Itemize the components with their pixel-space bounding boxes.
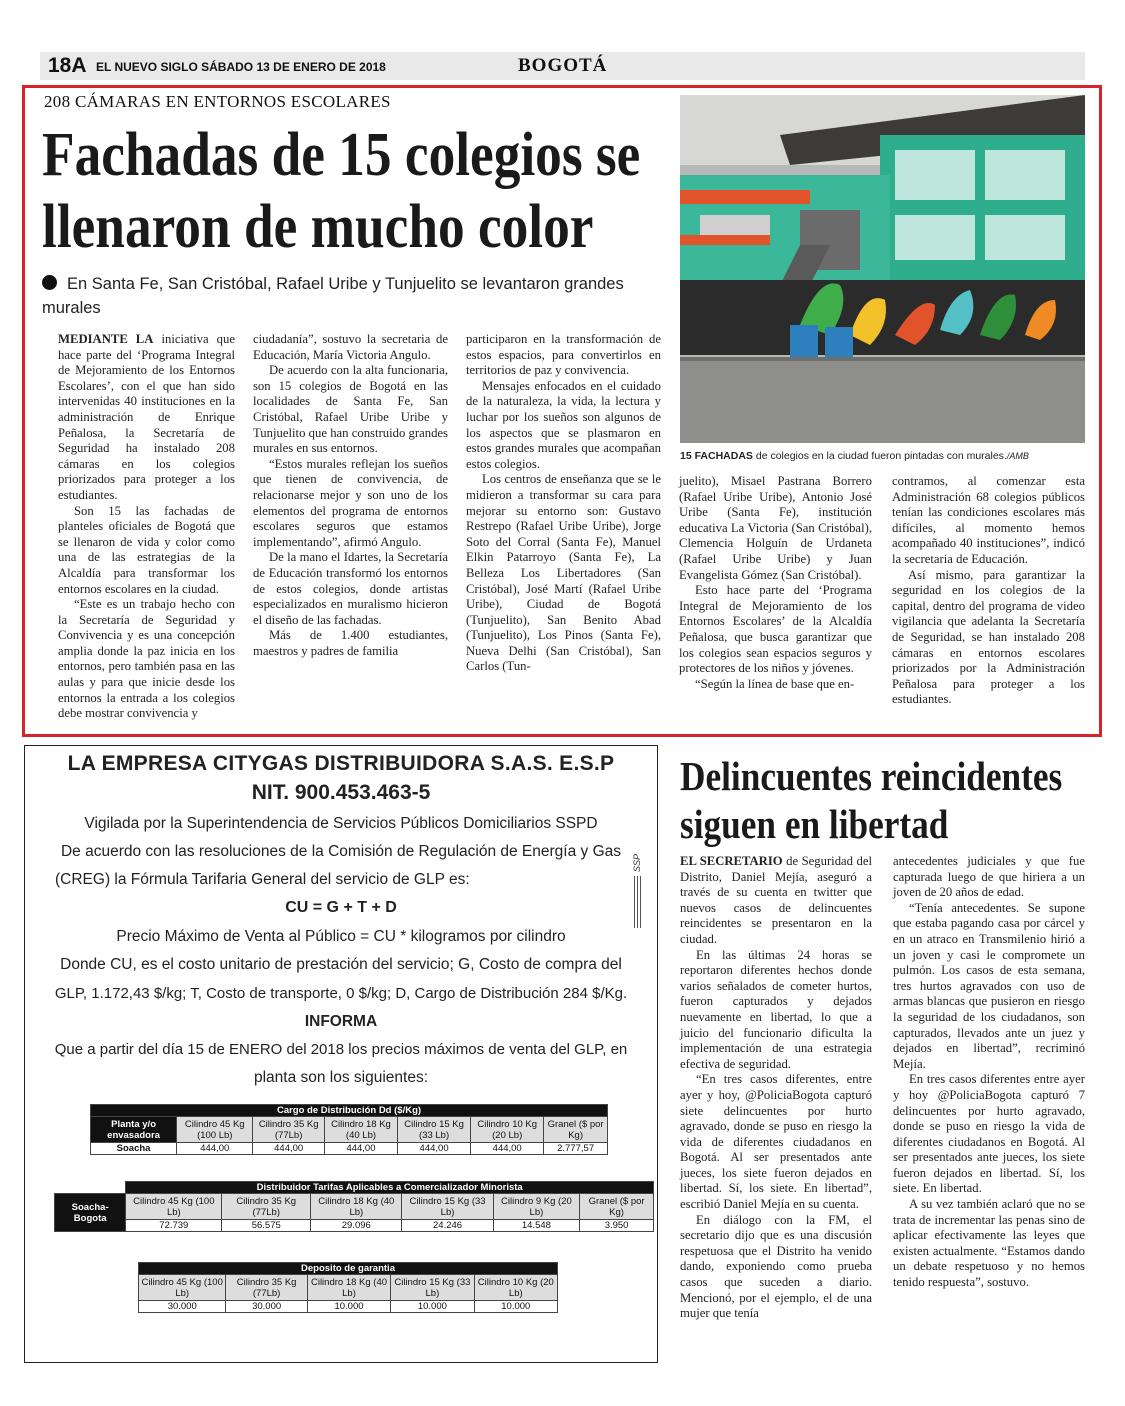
notice-title: LA EMPRESA CITYGAS DISTRIBUIDORA S.A.S. E.S.P: [67, 752, 615, 775]
article-paragraph: En tres casos diferentes entre ayer y hoy @PoliciaBogota capturó 7 delincuentes por hurto agravado, donde se puso en riesgo la vida de diferentes ciudadanos en Bogotá. Al ser presentados ante jueces, los siete fueron dejados en libertad. Sí, los siete. En libertad.: [893, 1072, 1085, 1196]
table-header-cell: Cilindro 18 Kg (40 Lb): [307, 1275, 390, 1301]
table-cell: 14.548: [493, 1220, 580, 1232]
table-cell: 72.739: [126, 1220, 222, 1232]
deposit-table: [138, 1262, 558, 1313]
table-cell: 444,00: [471, 1143, 544, 1155]
article-paragraph: De acuerdo con la alta funcionaria, son 15 colegios de Bogotá en las localidades de Santa Fe, San Cristóbal, Rafael Uribe Uribe y Tunjuelito que han construido grandes murales en sus entornos.: [253, 363, 448, 456]
table-row: [139, 1301, 558, 1313]
table-cell: 444,00: [324, 1143, 397, 1155]
school-mural-photo: [680, 95, 1085, 443]
notice-line: Precio Máximo de Venta al Público = CU * kilogramos por cilindro: [116, 928, 566, 945]
table-cell: 30.000: [226, 1301, 307, 1313]
table-title: Deposito de garantia: [139, 1263, 558, 1275]
second-article-column-2: [893, 854, 1085, 1291]
article-paragraph: A su vez también aclaró que no se trata de incrementar las penas sino de aplicar efectivamente las leyes que existen actualmente. “Estamos dando un debate respetuoso y no hemos tenido respuesta”, sostuvo.: [893, 1197, 1085, 1290]
headline-line-1: Fachadas de 15 colegios se: [42, 121, 641, 189]
subheadline: [42, 272, 642, 320]
second-article-column-1: [680, 854, 872, 1322]
lead-in: MEDIANTE LA: [58, 332, 154, 346]
article-paragraph: Esto hace parte del ‘Programa Integral de Mejoramiento de los Entornos Escolares’ de la Alcaldía Peñalosa, que busca garantizar que los colegios sean espacios seguros y protectores de los niños y jóvenes.: [679, 583, 872, 676]
table-header-cell: Cilindro 10 Kg (20 Lb): [474, 1275, 557, 1301]
table-row: [55, 1220, 654, 1232]
table-row-label: Soacha-Bogota: [55, 1194, 126, 1232]
table-header-cell: Cilindro 15 Kg (33 Lb): [391, 1275, 474, 1301]
caption-text: de colegios en la ciudad fueron pintadas con murales.: [752, 450, 1007, 462]
table-header-cell: Cilindro 35 Kg (77Lb): [222, 1194, 311, 1220]
article-paragraph: Así mismo, para garantizar la seguridad en los colegios de la capital, dentro del programa de video vigilancia que adelanta la Secretaría de Seguridad, se han instalado 208 cámaras en entornos escolares priorizados por la Administración Peñalosa para proteger a los estudiantes.: [892, 567, 1085, 707]
story-kicker: 208 CÁMARAS EN ENTORNOS ESCOLARES: [44, 92, 391, 111]
article-paragraph: “Tenía antecedentes. Se supone que estaba pagando casa por cárcel y en un atraco en Transmilenio hirió a un joven y casi le compromete un pulmón. Los casos de esta semana, tres hurtos agravados con uso de armas blancas que pusieron en riesgo la seguridad de los ciudadanos, son capturados, llevados ante un juez y dejados en libertad”, recriminó Mejía.: [893, 900, 1085, 1071]
article-column-3: [466, 332, 661, 675]
article-paragraph: “Según la línea de base que en-: [695, 676, 855, 691]
notice-line: De acuerdo con las resoluciones de la Comisión de Regulación de Energía y Gas: [60, 843, 622, 860]
notice-informa: INFORMA: [304, 1013, 378, 1030]
article-paragraph: “En tres casos diferentes, entre ayer y hoy, @PoliciaBogota capturó siete delincuentes por hurto agravado, donde se puso en riesgo la vida de diferentes ciudadanos en Bogotá. Al ser presentados ante jueces, los siete fueron dejados en libertad. Sí, los siete. En libertad”, escribió Daniel Mejía en su cuenta.: [680, 1072, 872, 1212]
notice-line: (CREG) la Fórmula Tarifaria General del servicio de GLP es:: [55, 871, 470, 888]
notice-line: Que a partir del día 15 de ENERO del 2018 los precios máximos de venta del GLP, en: [54, 1041, 628, 1058]
article-paragraph: MEDIANTE LA iniciativa que hace parte del ‘Programa Integral de Mejoramiento de los Entornos Escolares’, con el que han sido intervenidas 40 instituciones en la administración de Enrique Peñalosa, la Secretaría de Seguridad ha instalado 208 cámaras en los colegios priorizados para proteger a los estudiantes.: [58, 332, 235, 502]
bullet-icon: [42, 275, 57, 290]
table-header-cell: Cilindro 10 Kg (20 Lb): [471, 1117, 544, 1143]
table-row: [91, 1143, 608, 1155]
table-cell: 56.575: [222, 1220, 311, 1232]
table-title: Distribuidor Tarifas Aplicables a Comercializador Minorista: [126, 1182, 654, 1194]
table-cell: 30.000: [139, 1301, 226, 1313]
table-cell: 444,00: [398, 1143, 471, 1155]
table-header-cell: Cilindro 45 Kg (100 Lb): [126, 1194, 222, 1220]
article-paragraph: En las últimas 24 horas se reportaron diferentes hechos donde varios señalados de cometer hurtos, fueron capturados y dejados nuevamente en libertad, lo que a juicio del funcionario dificulta la implementación de una estrategia efectiva de seguridad.: [680, 947, 872, 1071]
table-header-cell: Cilindro 35 Kg (77Lb): [226, 1275, 307, 1301]
article-paragraph: De la mano el Idartes, la Secretaría de Educación transformó los entornos de estos colegios, donde artistas especializados en muralismo hicieron el diseño de las fachadas.: [253, 550, 448, 627]
photo-caption: [680, 450, 1085, 462]
table-header-cell: Cilindro 9 Kg (20 Lb): [493, 1194, 580, 1220]
article-paragraph: Mensajes enfocados en el cuidado de la naturaleza, la vida, la lectura y luchar por los sueños son algunos de los aspectos que se plasmaron en estos grandes murales que acompañan estos colegios.: [466, 378, 661, 471]
table-title: Cargo de Distribución Dd ($/Kg): [91, 1105, 608, 1117]
photo-credit: /AMB: [1006, 451, 1029, 461]
notice-line: GLP, 1.172,43 $/kg; T, Costo de transporte, 0 $/kg; D, Cargo de Distribución 284 $/Kg.: [54, 985, 628, 1002]
article-paragraph: “Este es un trabajo hecho con la Secretaría de Seguridad y Convivencia y es una concepción amplia donde la paz inicia en los entornos, pero también pasa en las aulas y para que inicie desde los entornos la entrada a los colegios debe mostrar convivencia y: [58, 597, 235, 721]
second-headline-line-1: Delincuentes reincidentes: [680, 753, 1063, 799]
article-paragraph: Son 15 las fachadas de planteles oficiales de Bogotá que se llenaron de vida y color como una de las estrategias de la Alcaldía para transformar los entornos escolares en la ciudad.: [58, 503, 235, 596]
article-column-4: [679, 474, 872, 692]
notice-line: planta son los siguientes:: [253, 1069, 429, 1086]
table-cell: 10.000: [391, 1301, 474, 1313]
table-row-label: Soacha: [91, 1143, 177, 1155]
table-row-header: Planta y/o envasadora: [91, 1117, 177, 1143]
table-header-cell: Cilindro 45 Kg (100 Lb): [177, 1117, 253, 1143]
mural-illustration: [680, 95, 1085, 443]
table-cell: 29.096: [311, 1220, 402, 1232]
article-paragraph: contramos, al comenzar esta Administración 68 colegios públicos tenían las condiciones escolares más difíciles, al momento hemos acompañado 40 instituciones”, indicó la secretaria de Educación.: [892, 474, 1085, 566]
article-paragraph: juelito), Misael Pastrana Borrero (Rafael Uribe Uribe), Antonio José Uribe (Santa Fe), institución educativa La Victoria (San Cristóbal), Clemencia Holguín de Urdaneta (Rafael Uribe Uribe) y Juan Evangelista Gómez (San Cristóbal).: [679, 474, 872, 582]
table-header-cell: Cilindro 35 Kg (77Lb): [253, 1117, 325, 1143]
article-column-2: [253, 332, 448, 659]
article-paragraph: participaron en la transformación de estos espacios, para convertirlos en territorios de paz y convivencia.: [466, 332, 661, 378]
article-paragraph: “Estos murales reflejan los sueños que tienen de convivencia, de relacionarse mejor y son uno de los elementos del programa de entornos escolares seguros que estamos implementando”, afirmó Angulo.: [253, 456, 448, 549]
article-paragraph: EL SECRETARIO de Seguridad del Distrito, Daniel Mejía, aseguró a través de su cuenta en twitter que nuevos casos de delincuentes reincidentes se presentaron en la ciudad.: [680, 854, 872, 946]
table-header-cell: Cilindro 45 Kg (100 Lb): [139, 1275, 226, 1301]
table-cell: 444,00: [253, 1143, 325, 1155]
retail-tariff-table: [54, 1181, 654, 1232]
table-cell: 10.000: [474, 1301, 557, 1313]
subheadline-text: En Santa Fe, San Cristóbal, Rafael Uribe y Tunjuelito se levantaron grandes murales: [42, 275, 624, 317]
table-header-cell: Cilindro 15 Kg (33 Lb): [398, 1117, 471, 1143]
notice-line: Donde CU, es el costo unitario de prestación del servicio; G, Costo de compra del: [60, 956, 622, 973]
publication-dateline: EL NUEVO SIGLO SÁBADO 13 DE ENERO DE 2018: [96, 60, 386, 74]
table-cell: 2.777,57: [544, 1143, 608, 1155]
notice-formula: CU = G + T + D: [285, 899, 397, 916]
lead-in: EL SECRETARIO: [680, 854, 783, 868]
article-paragraph: En diálogo con la FM, el secretario dijo que es una discusión respetuosa que el Distrito ha venido dando, exponiendo como prueba casos que suceden a diario. Mencionó, por el ejemplo, el de una mujer que tenía: [680, 1212, 872, 1321]
notice-line: Vigilada por la Superintendencia de Servicios Públicos Domiciliarios SSPD: [84, 815, 598, 832]
table-header-cell: Granel ($ por Kg): [580, 1194, 654, 1220]
article-paragraph: antecedentes judiciales y que fue capturada luego de que hiriera a un joven de 20 años de edad.: [893, 854, 1085, 900]
table-cell: 3.950: [580, 1220, 654, 1232]
caption-bold: 15 FACHADAS: [680, 450, 753, 462]
distribution-charge-table: [90, 1104, 608, 1155]
article-column-1: [58, 332, 235, 722]
table-header-cell: Cilindro 18 Kg (40 Lb): [311, 1194, 402, 1220]
section-title: BOGOTÁ: [518, 55, 608, 76]
ssp-logo-text: SSP: [632, 853, 642, 872]
notice-nit: NIT. 900.453.463-5: [251, 781, 431, 804]
table-cell: 24.246: [402, 1220, 493, 1232]
article-paragraph: Más de 1.400 estudiantes, maestros y padres de familia: [253, 628, 448, 658]
ssp-logo-icon: [630, 842, 644, 930]
headline-line-2: llenaron de mucho color: [42, 193, 594, 261]
table-cell: 444,00: [177, 1143, 253, 1155]
second-headline-line-2: siguen en libertad: [680, 801, 949, 847]
table-header-cell: Cilindro 15 Kg (33 Lb): [402, 1194, 493, 1220]
table-header-cell: Cilindro 18 Kg (40 Lb): [324, 1117, 397, 1143]
table-cell: 10.000: [307, 1301, 390, 1313]
table-header-cell: Granel ($ por Kg): [544, 1117, 608, 1143]
page-number: 18A: [48, 54, 87, 77]
article-paragraph: Los centros de enseñanza que se le midieron a transformar su cara para mejorar su entorno son: Gustavo Restrepo (Rafael Uribe Uribe), Jorge Soto del Corral (Santa Fe), Manuel Elkin Patarroyo (Santa Fe), La Belleza Los Libertadores (San Cristóbal), José Martí (Rafael Uribe Uribe), Ciudad de Bogotá (Tunjuelito), San Benito Abad (Tunjuelito), Los Pinos (Santa Fe), Nueva Delhi (San Cristóbal), San Carlos (Tun-: [466, 472, 661, 674]
article-column-5: [892, 474, 1085, 708]
article-paragraph: ciudadanía”, sostuvo la secretaria de Educación, María Victoria Angulo.: [253, 332, 448, 362]
